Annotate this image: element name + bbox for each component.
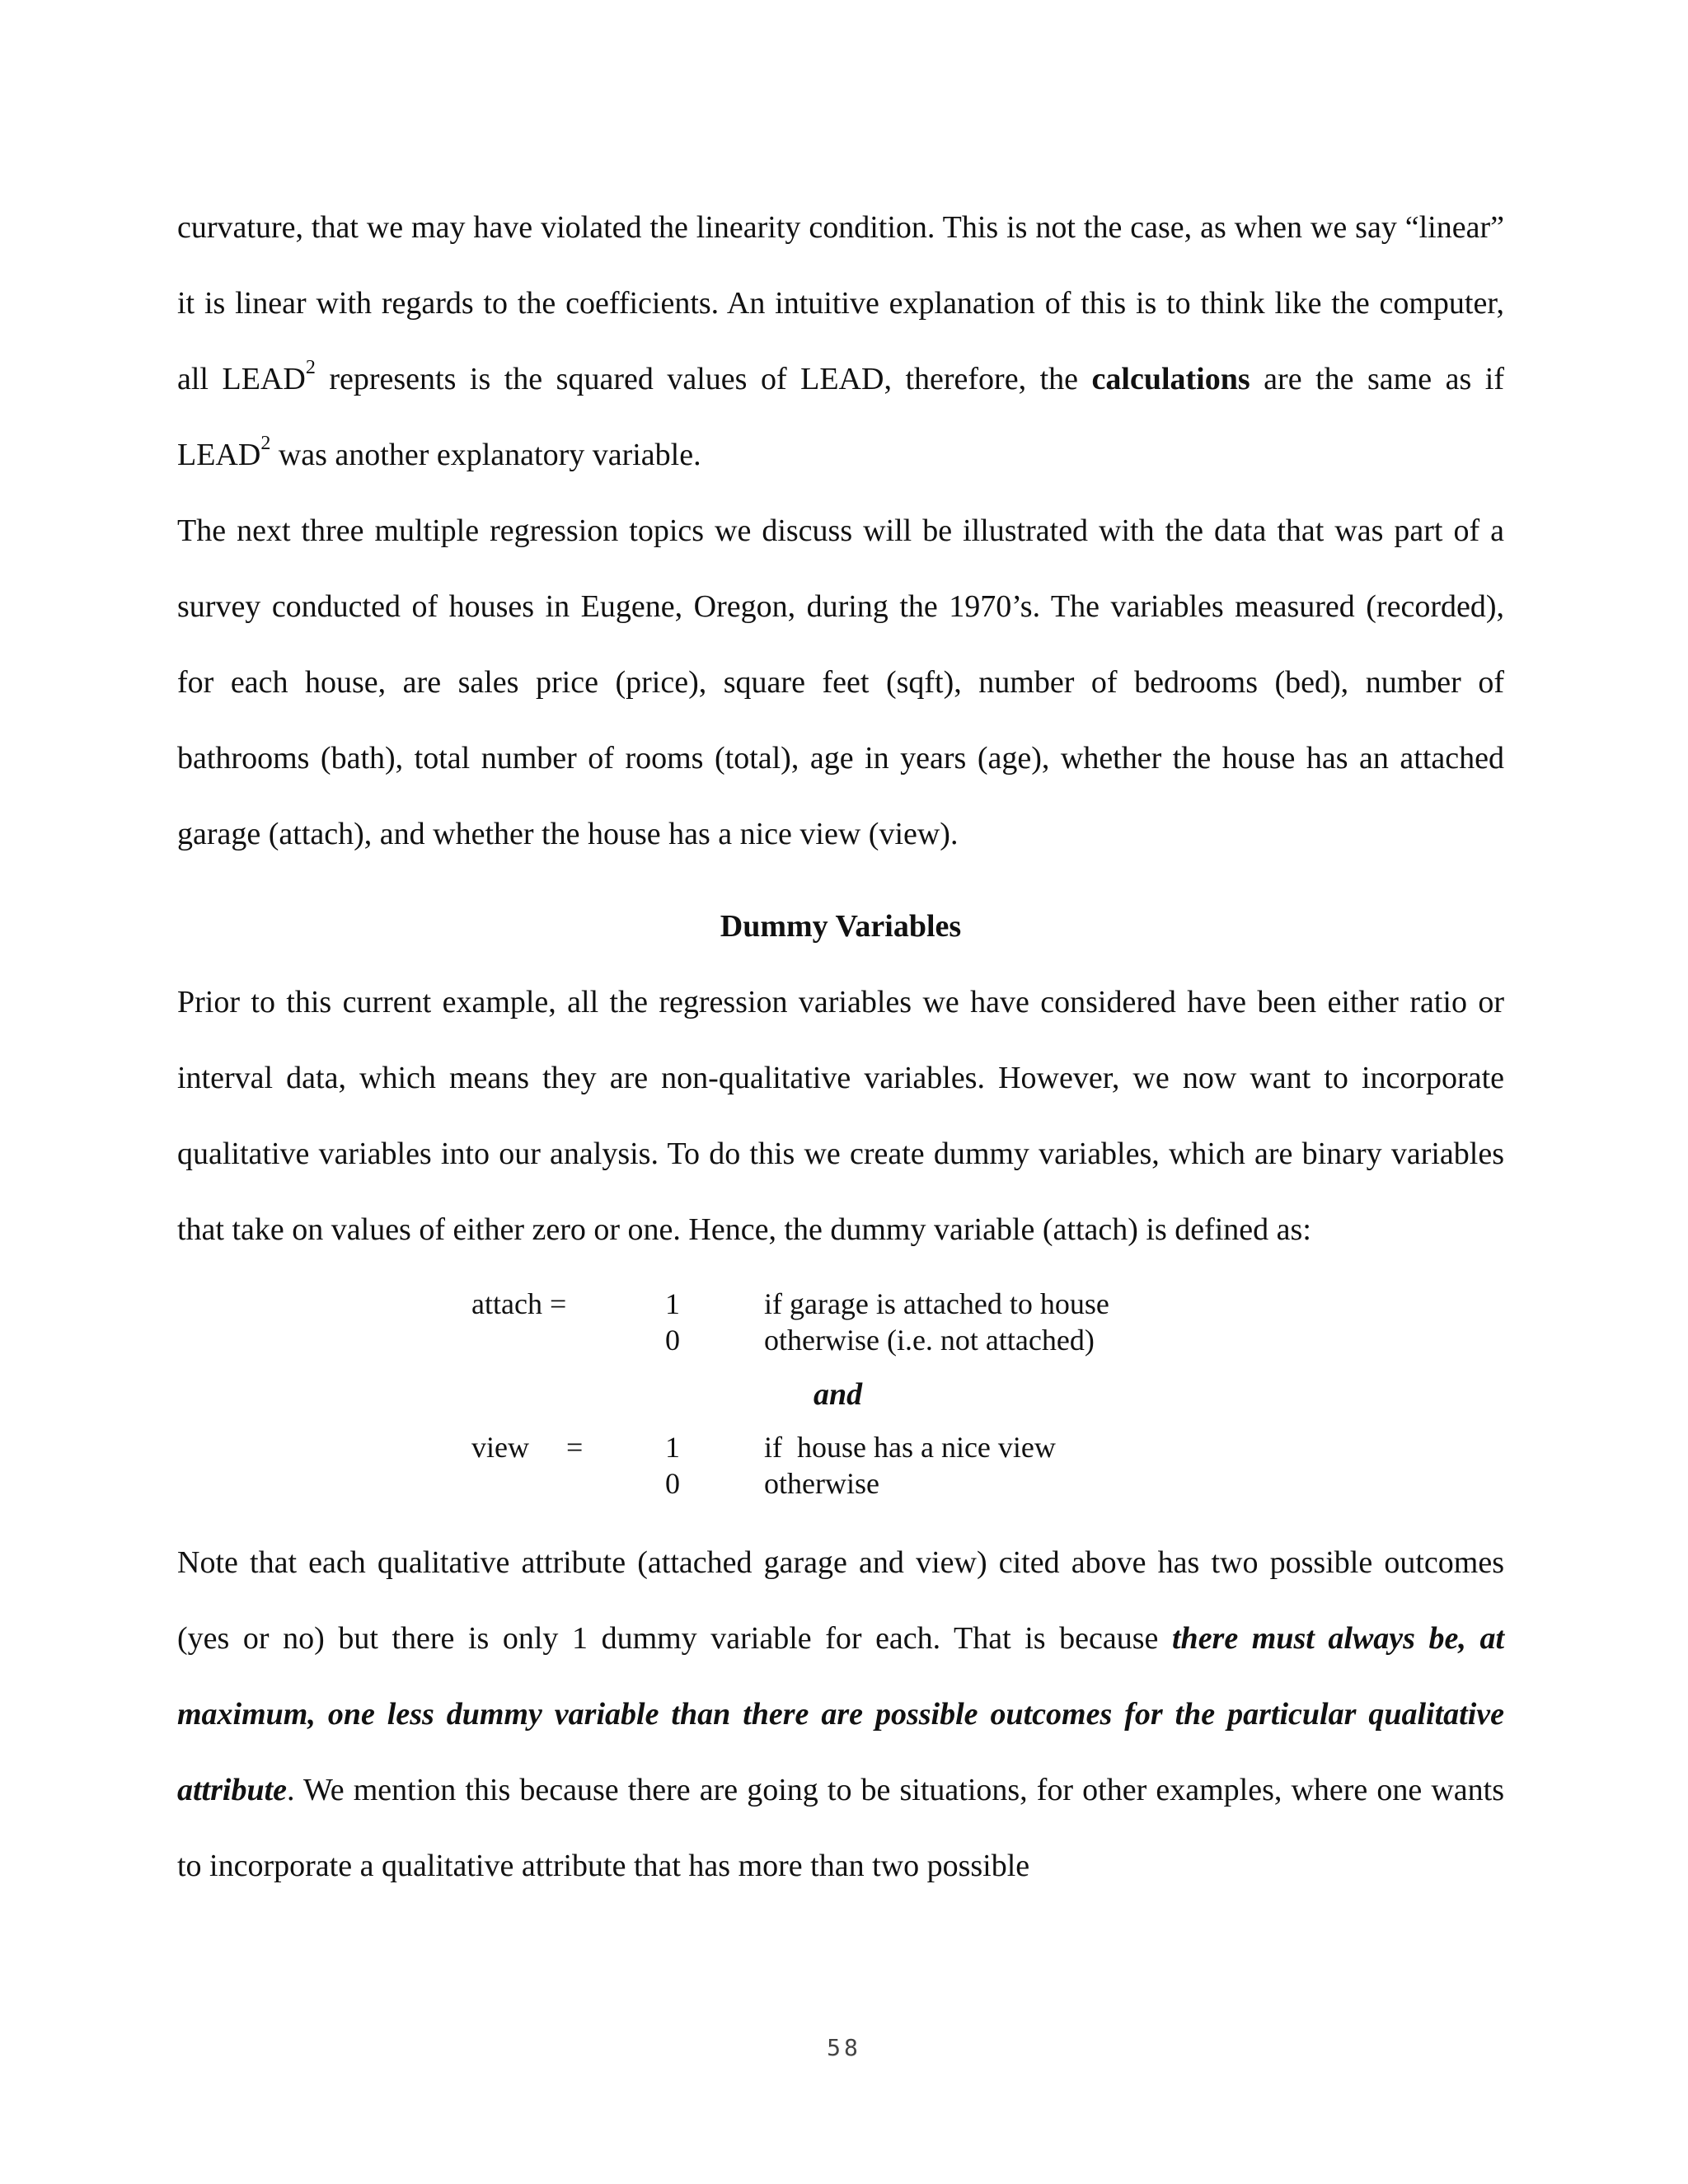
paragraph-linearity-text-a: curvature, that we may have violated the linearity condition. This is not the case, as when we say “linear” it is linear with regards to the coefficients. An intuitive explanation of this is to think like the computer, all LEAD xyxy=(177,210,1504,396)
dummy-definitions xyxy=(177,1286,1504,1508)
paragraph-linearity xyxy=(177,190,1504,493)
paragraph-dummy-note-text-a: Note that each qualitative attribute (attached garage and view) cited above has two possible outcomes (yes or no) but there is only 1 dummy variable for each. That is because xyxy=(177,1545,1504,1656)
page-body xyxy=(177,190,1504,1904)
attach-label: attach = xyxy=(471,1287,567,1320)
paragraph-dummy-note-text-b: . We mention this because there are going to be situations, for other examples, where one wants to incorporate a qualitative attribute that has more than two possible xyxy=(177,1773,1504,1883)
and-connector: and xyxy=(814,1377,863,1412)
view-value-1: 1 xyxy=(665,1431,680,1464)
attach-value-0: 0 xyxy=(665,1324,680,1357)
attach-desc-0: otherwise (i.e. not attached) xyxy=(764,1324,1095,1357)
view-desc-0: otherwise xyxy=(764,1467,879,1500)
view-value-0: 0 xyxy=(665,1467,680,1500)
section-heading: Dummy Variables xyxy=(720,909,962,944)
attach-value-1: 1 xyxy=(665,1287,680,1320)
view-desc-1: if house has a nice view xyxy=(764,1431,1056,1464)
superscript-2: 2 xyxy=(260,433,271,454)
emphasized-rule: there must always be, at maximum, one less dummy variable than there are possible outcomes for the particular qualitative attribute xyxy=(177,1621,1505,1807)
paragraph-linearity-text-d: was another explanatory variable. xyxy=(270,438,701,472)
paragraph-linearity-text-c: are the same as if LEAD xyxy=(177,362,1504,472)
bold-calculations: calculations xyxy=(1091,362,1250,396)
paragraph-dummy-intro: Prior to this current example, all the regression variables we have considered have been either ratio or interval data, which means they are non-qualitative variables. However, we now want to incorporate qualitative variables into our analysis. To do this we create dummy variables, which are binary variables that take on values of either zero or one. Hence, the dummy variable (attach) is defined as: xyxy=(177,985,1504,1247)
paragraph-survey: The next three multiple regression topics we discuss will be illustrated with the data that was part of a survey conducted of houses in Eugene, Oregon, during the 1970’s. The variables measured (recorded), for each house, are sales price (price), square feet (sqft), number of bedrooms (bed), number of bathrooms (bath), total number of rooms (total), age in years (age), whether the house has an attached garage (attach), and whether the house has a nice view (view). xyxy=(177,513,1504,851)
paragraph-dummy-note xyxy=(177,1525,1504,1904)
superscript-2: 2 xyxy=(305,357,316,378)
attach-desc-1: if garage is attached to house xyxy=(764,1287,1109,1320)
paragraph-linearity-text-b: represents is the squared values of LEAD, therefore, the xyxy=(315,362,1092,396)
page-number: 58 xyxy=(827,2034,861,2061)
view-label: view = xyxy=(471,1431,584,1464)
